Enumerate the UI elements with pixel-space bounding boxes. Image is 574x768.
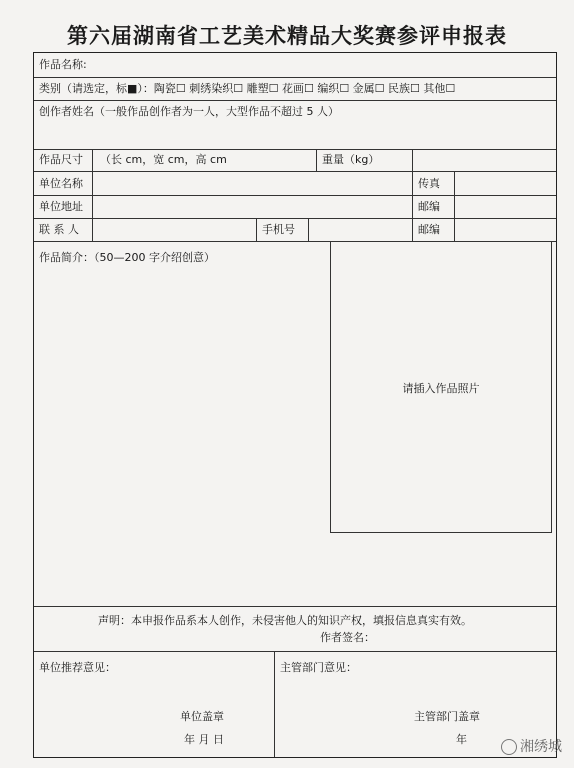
column-divider bbox=[256, 218, 257, 241]
row-divider bbox=[34, 195, 556, 196]
application-form bbox=[33, 52, 557, 758]
column-divider bbox=[316, 149, 317, 171]
intro-label: 作品简介：（50—200 字介绍创意） bbox=[39, 251, 215, 264]
row-divider bbox=[34, 100, 556, 101]
watermark-text: 湘绣城 bbox=[520, 739, 562, 755]
signature-label: 作者签名： bbox=[320, 631, 375, 644]
dept-opinion-label: 主管部门意见： bbox=[280, 661, 357, 674]
row-divider bbox=[34, 77, 556, 78]
unit-address-label: 单位地址 bbox=[39, 200, 83, 213]
row-divider bbox=[34, 606, 556, 607]
column-divider bbox=[308, 218, 309, 241]
row-divider bbox=[34, 149, 556, 150]
unit-opinion-label: 单位推荐意见： bbox=[39, 661, 116, 674]
size-detail: （长 cm，宽 cm，高 cm bbox=[100, 153, 227, 166]
unit-seal-label: 单位盖章 bbox=[180, 710, 224, 723]
photo-label: 请插入作品照片 bbox=[402, 382, 480, 395]
photo-placeholder bbox=[330, 241, 552, 533]
declaration-text: 声明：本申报作品系本人创作，未侵害他人的知识产权，填报信息真实有效。 bbox=[98, 614, 472, 627]
column-divider bbox=[274, 651, 275, 757]
fax-label: 传真 bbox=[418, 177, 440, 190]
weight-label: 重量（kg） bbox=[322, 153, 380, 166]
size-label: 作品尺寸 bbox=[39, 153, 83, 166]
dept-seal-label: 主管部门盖章 bbox=[414, 710, 480, 723]
creator-label: 创作者姓名（一般作品创作者为一人，大型作品不超过 5 人） bbox=[39, 105, 339, 118]
unit-date-label: 年 月 日 bbox=[184, 733, 224, 746]
postcode-label: 邮编 bbox=[418, 200, 440, 213]
unit-name-label: 单位名称 bbox=[39, 177, 83, 190]
form-title: 第六届湖南省工艺美术精品大奖赛参评申报表 bbox=[67, 23, 507, 48]
contact-label: 联 系 人 bbox=[39, 223, 79, 236]
mobile-label: 手机号 bbox=[262, 223, 295, 236]
postcode-label: 邮编 bbox=[418, 223, 440, 236]
row-divider bbox=[34, 218, 556, 219]
row-divider bbox=[34, 171, 556, 172]
row-divider bbox=[34, 651, 556, 652]
column-divider bbox=[454, 171, 455, 241]
column-divider bbox=[412, 149, 413, 171]
watermark bbox=[501, 736, 562, 756]
column-divider bbox=[412, 171, 413, 241]
work-name-label: 作品名称: bbox=[39, 58, 87, 71]
dept-date-label: 年 bbox=[456, 733, 467, 746]
category-label: 类别（请选定，标■）：陶瓷☐ 刺绣染织☐ 雕塑☐ 花画☐ 编织☐ 金属☐ 民族☐ 其他☐ bbox=[39, 82, 456, 95]
chat-icon bbox=[501, 739, 517, 755]
column-divider bbox=[92, 149, 93, 241]
